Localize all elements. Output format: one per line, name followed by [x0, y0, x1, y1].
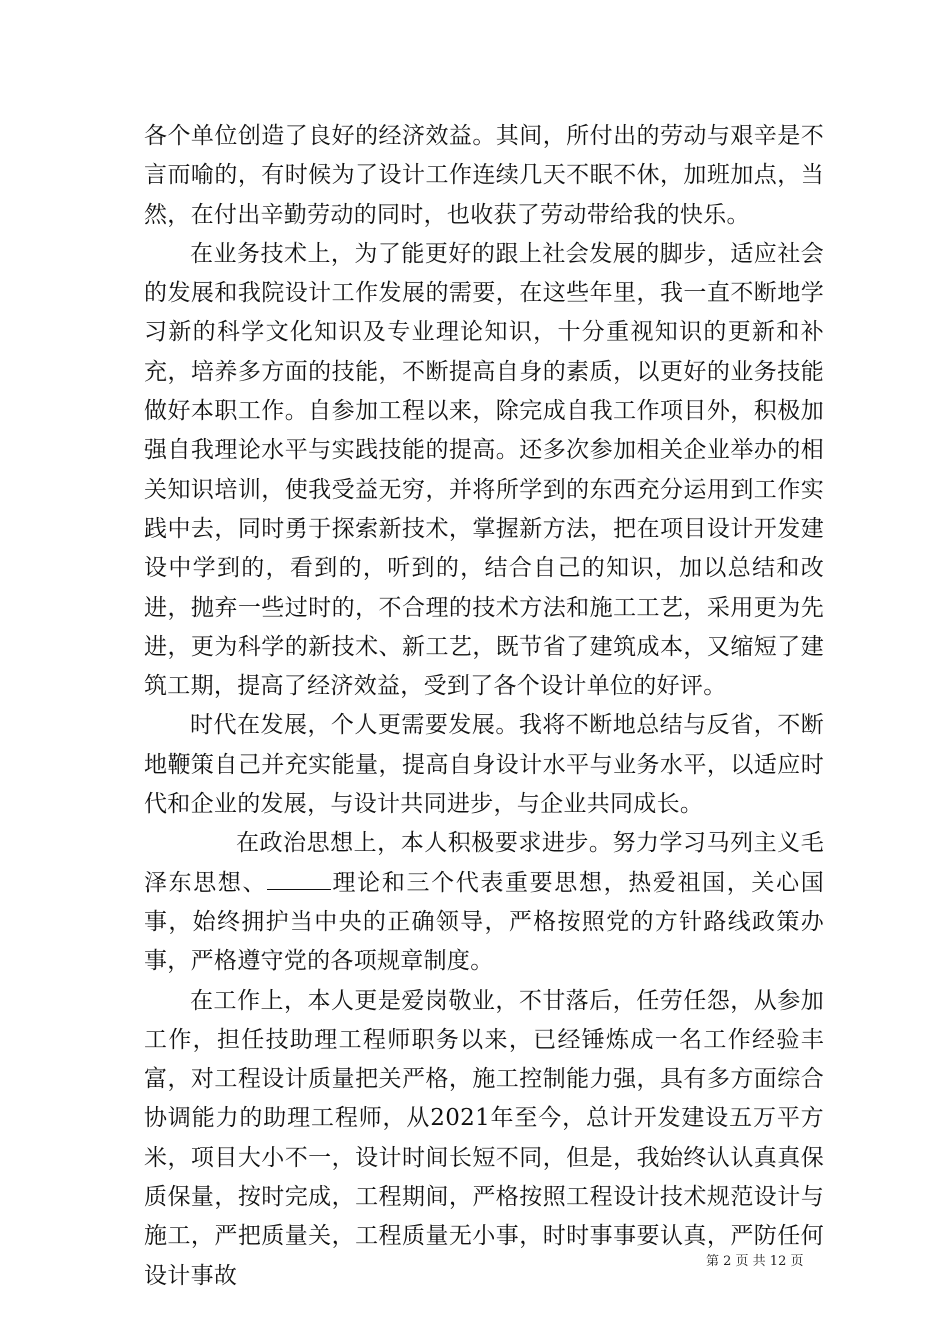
- fill-in-blank: [267, 871, 331, 890]
- paragraph-political-thought-part2: 理论和三个代表重要思想，热爱祖国，关心国事，始终拥护当中央的正确领导，严格按照党的方针路线政策办事，严格遵守党的各项规章制度。: [144, 869, 825, 975]
- paragraph-development: 时代在发展，个人更需要发展。我将不断地总结与反省，不断地鞭策自己并充实能量，提高自身设计水平与业务水平，以适应时代和企业的发展，与设计共同进步，与企业共同成长。: [144, 712, 824, 818]
- paragraph-continuation: 各个单位创造了良好的经济效益。其间，所付出的劳动与艰辛是不言而喻的，有时候为了设计工作连续几天不眠不休，加班加点，当然，在付出辛勤劳动的同时，也收获了劳动带给我的快乐。: [144, 123, 824, 228]
- paragraph-political-thought-part1: 在政治思想上，本人积极要求进步。努力学习马列主义毛泽东思想、: [144, 830, 824, 896]
- document-body: [144, 117, 824, 1296]
- paragraph-political-thought: [144, 824, 824, 981]
- paragraph-business-skills: 在业务技术上，为了能更好的跟上社会发展的脚步，适应社会的发展和我院设计工作发展的需要，在这些年里，我一直不断地学习新的科学文化知识及专业理论知识，十分重视知识的更新和补充，培养多方面的技能，不断提高自身的素质，以更好的业务技能做好本职工作。自参加工程以来，除完成自我工作项目外，积极加强自我理论水平与实践技能的提高。还多次参加相关企业举办的相关知识培训，使我受益无穷，并将所学到的东西充分运用到工作实践中去，同时勇于探索新技术，掌握新方法，把在项目设计开发建设中学到的，看到的，听到的，结合自己的知识，加以总结和改进，抛弃一些过时的，不合理的技术方法和施工工艺，采用更为先进，更为科学的新技术、新工艺，既节省了建筑成本，又缩短了建筑工期，提高了经济效益，受到了各个设计单位的好评。: [144, 240, 824, 700]
- page-number-footer: 第 2 页 共 12 页: [706, 1254, 804, 1269]
- paragraph-work-attitude: 在工作上，本人更是爱岗敬业，不甘落后，任劳任怨，从参加工作，担任技助理工程师职务以来，已经锤炼成一名工作经验丰富，对工程设计质量把关严格，施工控制能力强，具有多方面综合协调能力的助理工程师，从2021年至今，总计开发建设五万平方米，项目大小不一，设计时间长短不同，但是，我始终认认真真保质保量，按时完成，工程期间，严格按照工程设计技术规范设计与施工，严把质量关，工程质量无小事，时时事事要认真，严防任何设计事故: [144, 987, 824, 1289]
